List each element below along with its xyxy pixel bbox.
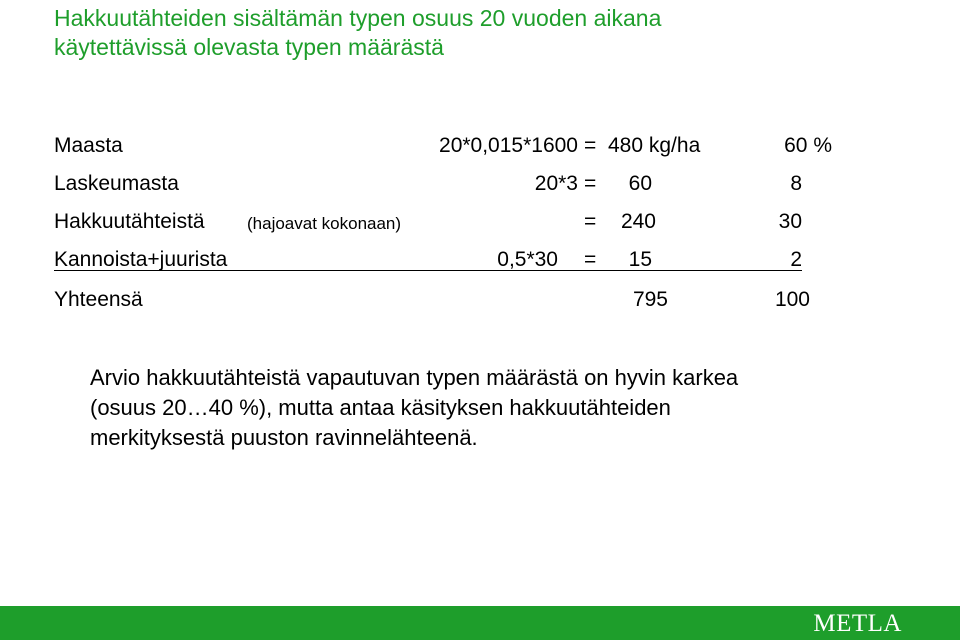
row-percent: 8: [790, 172, 802, 195]
row-label: Hakkuutähteistä: [54, 210, 205, 233]
row-percent: 60 %: [784, 134, 832, 157]
slide-title-line-1: Hakkuutähteiden sisältämän typen osuus 20 vuoden aikana: [54, 5, 662, 31]
row-equals: =: [584, 134, 597, 157]
summary-note-line: merkityksestä puuston ravinnelähteenä.: [90, 425, 478, 450]
row-equals: =: [584, 248, 597, 271]
row-formula: 0,5*30: [497, 248, 558, 271]
total-percent: 100: [774, 288, 810, 311]
metla-logo: METLA: [813, 610, 902, 637]
row-label: Laskeumasta: [54, 172, 179, 195]
row-label: Maasta: [54, 134, 123, 157]
slide-title: [54, 4, 661, 62]
row-formula: 20*3: [534, 172, 578, 195]
row-value: 480 kg/ha: [608, 134, 701, 157]
total-label: Yhteensä: [54, 288, 143, 311]
sum-divider: [54, 270, 802, 271]
row-value: 240: [620, 210, 656, 233]
slide-title-line-2: käytettävissä olevasta typen määrästä: [54, 34, 444, 60]
summary-note-line: Arvio hakkuutähteistä vapautuvan typen määrästä on hyvin karkea: [90, 365, 739, 390]
row-equals: =: [584, 210, 597, 233]
row-percent: 2: [790, 248, 802, 271]
summary-note-line: (osuus 20…40 %), mutta antaa käsityksen hakkuutähteiden: [90, 395, 671, 420]
row-label: Kannoista+juurista: [54, 248, 228, 271]
row-equals: =: [584, 172, 597, 195]
row-percent: 30: [778, 210, 802, 233]
summary-note: [90, 363, 738, 453]
footer-bar: [0, 606, 960, 640]
total-value: 795: [632, 288, 668, 311]
row-value: 15: [628, 248, 652, 271]
row-note: (hajoavat kokonaan): [247, 214, 402, 233]
row-value: 60: [628, 172, 652, 195]
row-formula: 20*0,015*1600: [439, 134, 578, 157]
